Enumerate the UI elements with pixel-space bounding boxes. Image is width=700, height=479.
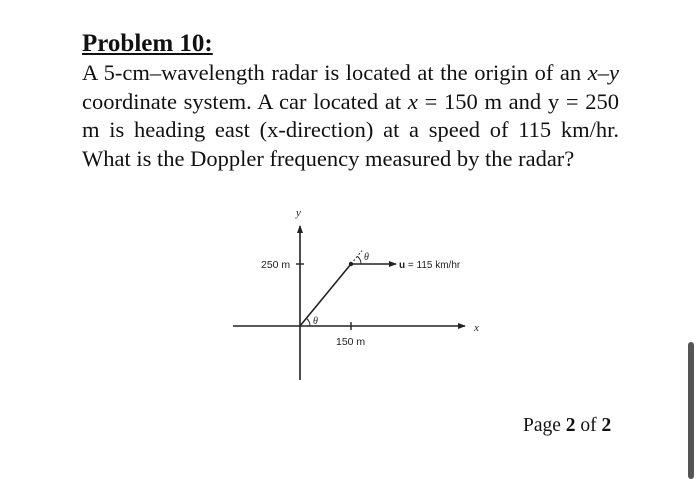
velocity-label [399,260,461,271]
x-axis-label: x [474,322,479,334]
y-tick-label: 250 m [261,259,291,271]
page-total: 2 [601,415,612,436]
page-middle: of [575,415,602,436]
problem-title: Problem 10: [82,30,213,57]
statement-segment-italic: x [407,88,418,114]
origin-angle-label: θ [313,316,318,327]
x-tick-label: 150 m [336,336,366,348]
page-indicator [523,415,611,437]
statement-segment-italic: x–y [587,60,619,85]
origin-angle-arc [306,318,310,326]
statement-segment: = 150 m and y = 250 m is heading east (x-direction) at a speed of 115 km/hr. What is the Doppler frequency measured by the radar? [82,88,619,171]
radar-geometry-diagram [225,200,495,390]
page-current: 2 [565,415,576,436]
y-axis-label: y [296,207,301,219]
velocity-value: = 115 km/hr [407,260,461,271]
page-prefix: Page [523,415,566,436]
problem-statement [82,59,619,173]
car-angle-arc [357,256,361,264]
statement-segment: coordinate system. A car located at [82,88,408,114]
statement-segment: A 5-cm–wavelength radar is located at the origin of an [82,60,588,85]
velocity-symbol: u [399,260,406,271]
car-angle-label: θ [364,252,369,263]
line-of-sight [300,264,351,326]
scrollbar-thumb[interactable] [688,342,694,479]
